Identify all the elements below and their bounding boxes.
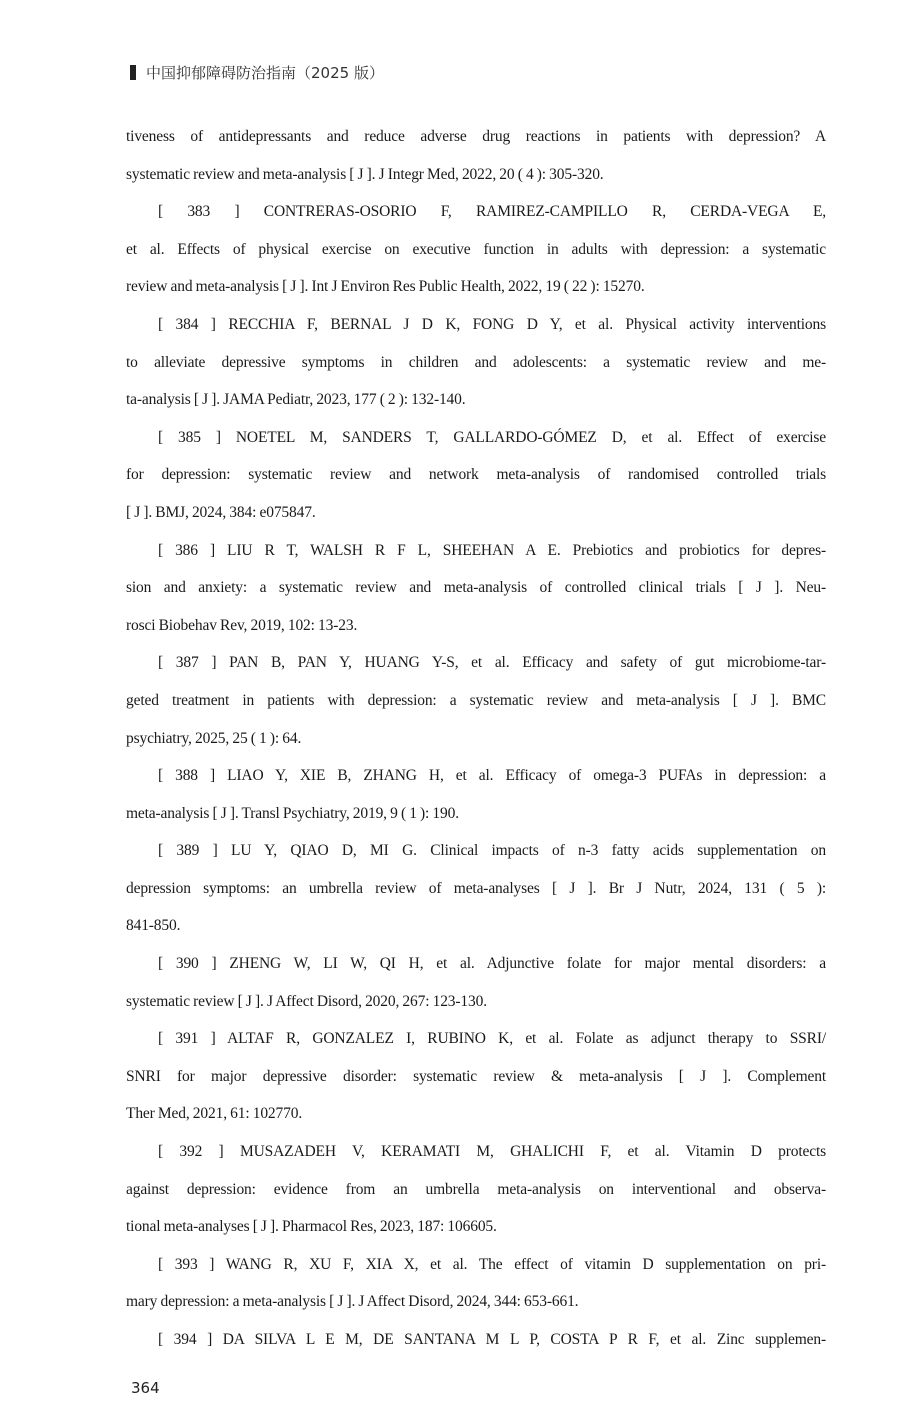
- reference-line: [ J ]. BMJ, 2024, 384: e075847.: [126, 503, 316, 521]
- reference-line: for depression: systematic review and network meta-analysis of randomised controlled trials: [126, 466, 826, 484]
- reference-line: tional meta-analyses [ J ]. Pharmacol Res, 2023, 187: 106605.: [126, 1218, 497, 1236]
- reference-entry: [126, 532, 826, 645]
- reference-entry: [126, 644, 826, 757]
- reference-entry: [126, 1321, 826, 1359]
- reference-line: psychiatry, 2025, 25 ( 1 ): 64.: [126, 729, 302, 747]
- reference-line: mary depression: a meta-analysis [ J ]. J Affect Disord, 2024, 344: 653-661.: [126, 1293, 579, 1311]
- reference-line: 841-850.: [126, 917, 181, 935]
- reference-line: [ 387 ] PAN B, PAN Y, HUANG Y-S, et al. Efficacy and safety of gut microbiome-tar-: [158, 654, 826, 672]
- reference-entry: [126, 832, 826, 945]
- reference-entry: [126, 1133, 826, 1246]
- running-title: 中国抑郁障碍防治指南（2025 版）: [146, 64, 384, 82]
- reference-line: [ 388 ] LIAO Y, XIE B, ZHANG H, et al. Efficacy of omega-3 PUFAs in depression: a: [158, 767, 826, 785]
- reference-line: against depression: evidence from an umbrella meta-analysis on interventional and observa-: [126, 1180, 826, 1198]
- reference-entry: [126, 193, 826, 306]
- reference-line: [ 391 ] ALTAF R, GONZALEZ I, RUBINO K, et al. Folate as adjunct therapy to SSRI/: [158, 1030, 826, 1048]
- reference-line: [ 390 ] ZHENG W, LI W, QI H, et al. Adjunctive folate for major mental disorders: a: [158, 955, 826, 973]
- reference-line: ta-analysis [ J ]. JAMA Pediatr, 2023, 177 ( 2 ): 132-140.: [126, 391, 466, 409]
- reference-line: et al. Effects of physical exercise on executive function in adults with depression: a systematic: [126, 240, 826, 258]
- reference-line: meta-analysis [ J ]. Transl Psychiatry, 2019, 9 ( 1 ): 190.: [126, 804, 459, 822]
- reference-entry: [126, 1246, 826, 1321]
- reference-line: depression symptoms: an umbrella review of meta-analyses [ J ]. Br J Nutr, 2024, 131 ( 5 ):: [126, 879, 826, 897]
- reference-line: [ 384 ] RECCHIA F, BERNAL J D K, FONG D Y, et al. Physical activity interventions: [158, 315, 826, 333]
- reference-line: rosci Biobehav Rev, 2019, 102: 13-23.: [126, 616, 358, 634]
- reference-line: [ 393 ] WANG R, XU F, XIA X, et al. The effect of vitamin D supplementation on pri-: [158, 1255, 826, 1273]
- header-marker-bar: [130, 65, 136, 80]
- reference-line: [ 392 ] MUSAZADEH V, KERAMATI M, GHALICHI F, et al. Vitamin D protects: [158, 1143, 826, 1161]
- reference-entry: [126, 945, 826, 1020]
- running-header: [130, 62, 384, 83]
- reference-list: [126, 118, 826, 1359]
- reference-entry: [126, 306, 826, 419]
- reference-line: sion and anxiety: a systematic review and meta-analysis of controlled clinical trials [ J ]. Neu-: [126, 579, 826, 597]
- reference-line: SNRI for major depressive disorder: systematic review & meta-analysis [ J ]. Complement: [126, 1067, 826, 1085]
- reference-line: tiveness of antidepressants and reduce adverse drug reactions in patients with depression? A: [126, 128, 826, 145]
- reference-entry: [126, 419, 826, 532]
- page-number: 364: [131, 1378, 160, 1397]
- reference-continuation: [126, 118, 826, 193]
- reference-line: systematic review [ J ]. J Affect Disord, 2020, 267: 123-130.: [126, 992, 487, 1010]
- reference-line: [ 385 ] NOETEL M, SANDERS T, GALLARDO-GÓMEZ D, et al. Effect of exercise: [158, 428, 826, 446]
- reference-line: review and meta-analysis [ J ]. Int J Environ Res Public Health, 2022, 19 ( 22 ): 15270.: [126, 278, 645, 296]
- reference-line: [ 386 ] LIU R T, WALSH R F L, SHEEHAN A E. Prebiotics and probiotics for depres-: [158, 541, 826, 559]
- reference-line: systematic review and meta-analysis [ J ]. J Integr Med, 2022, 20 ( 4 ): 305-320.: [126, 165, 604, 183]
- reference-line: [ 389 ] LU Y, QIAO D, MI G. Clinical impacts of n-3 fatty acids supplementation on: [158, 842, 826, 860]
- reference-line: [ 394 ] DA SILVA L E M, DE SANTANA M L P, COSTA P R F, et al. Zinc supplemen-: [158, 1331, 826, 1348]
- reference-line: Ther Med, 2021, 61: 102770.: [126, 1105, 303, 1123]
- reference-line: geted treatment in patients with depression: a systematic review and meta-analysis [ J ]. BMC: [126, 691, 826, 709]
- reference-entry: [126, 757, 826, 832]
- reference-entry: [126, 1020, 826, 1133]
- reference-line: [ 383 ] CONTRERAS-OSORIO F, RAMIREZ-CAMPILLO R, CERDA-VEGA E,: [158, 203, 826, 221]
- reference-line: to alleviate depressive symptoms in children and adolescents: a systematic review and me-: [126, 353, 826, 371]
